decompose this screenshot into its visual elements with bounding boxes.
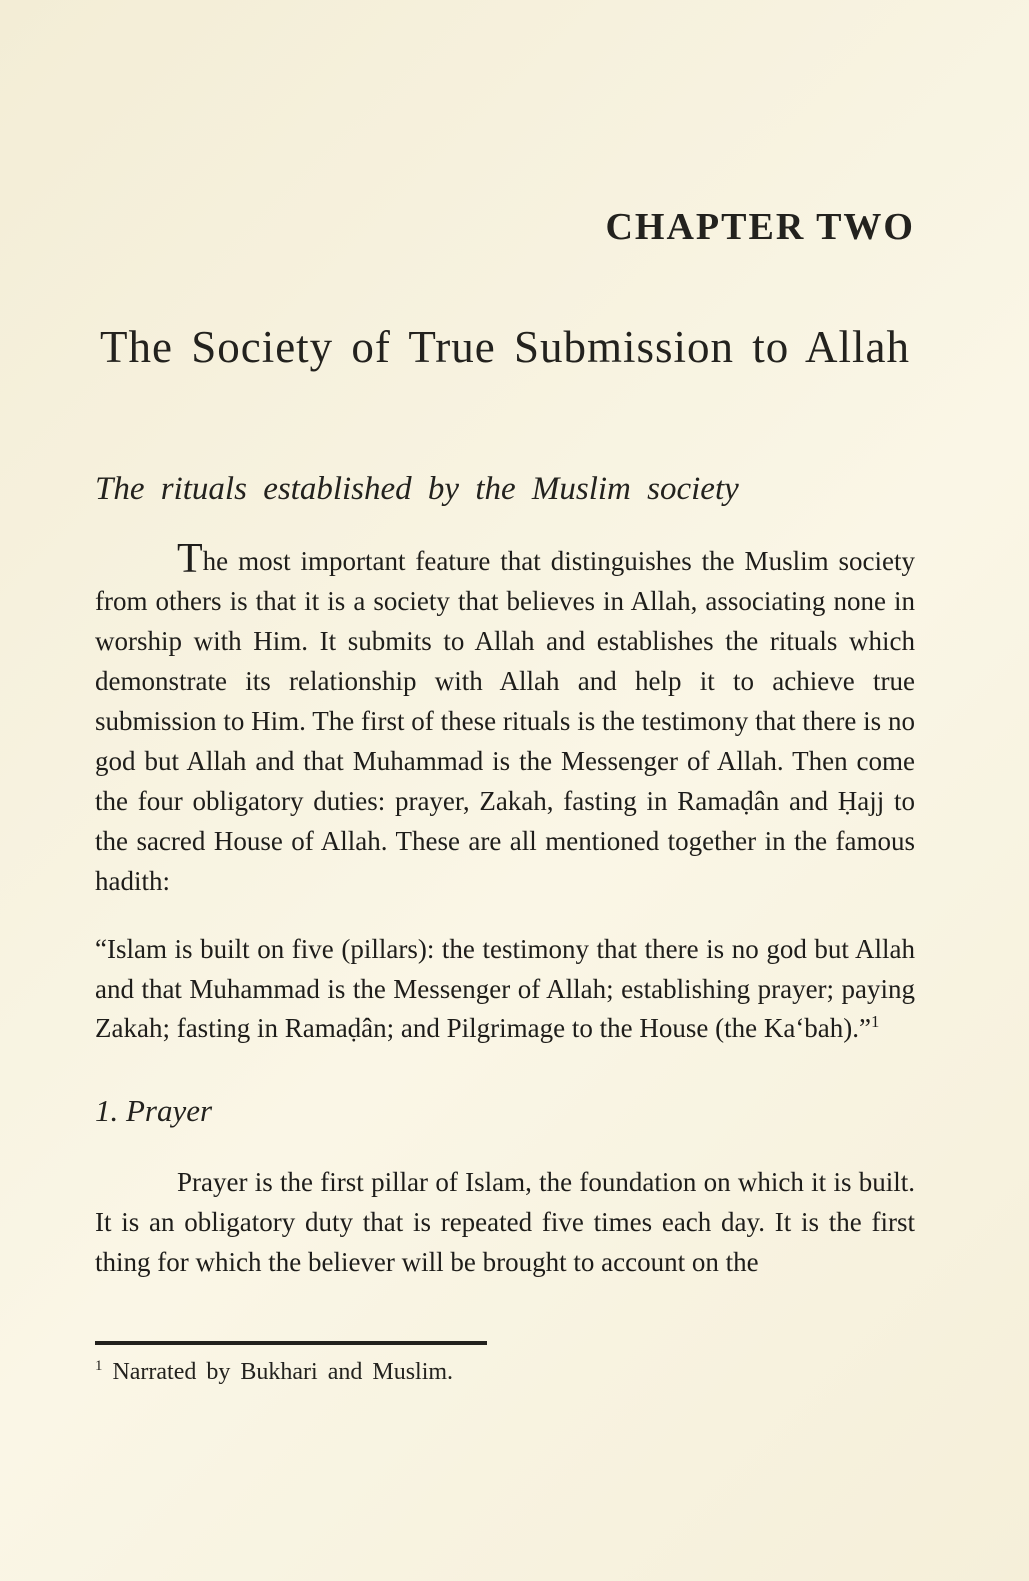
drop-cap: T xyxy=(177,536,203,582)
footnote xyxy=(95,1359,915,1386)
footnote-reference: 1 xyxy=(871,1012,880,1032)
footnote-text: Narrated by Bukhari and Muslim. xyxy=(102,1359,454,1386)
footnote-divider xyxy=(95,1341,487,1345)
subheading-prayer: 1. Prayer xyxy=(95,1093,213,1129)
page-title: The Society of True Submission to Allah xyxy=(99,322,911,372)
footnote-marker: 1 xyxy=(95,1358,103,1375)
body-paragraph-1-text: he most important feature that distinguishes the Muslim society from others is that it is a society that believes in Allah, associating none in worship with Him. It submits to Allah and establishes the rituals which demonstrate its relationship with Allah and help it to achieve true submission to Him. The first of these rituals is the testimony that there is no god but Allah and that Muhammad is the Messenger of Allah. Then come the four obligatory duties: prayer, Zakah, fasting in Ramaḍân and Ḥajj to the sacred House of Allah. These are all mentioned together in the famous hadith: xyxy=(95,546,915,896)
chapter-label: CHAPTER TWO xyxy=(605,206,915,248)
section-heading: The rituals established by the Muslim society xyxy=(95,471,739,507)
body-paragraph-1 xyxy=(95,536,915,902)
hadith-quote-text: “Islam is built on five (pillars): the testimony that there is no god but Allah and that Muhammad is the Messenger of Allah; establishing prayer; paying Zakah; fasting in Ramaḍân; and Pilgrimage to the House (the Ka‘bah).” xyxy=(95,933,915,1044)
body-paragraph-2: Prayer is the first pillar of Islam, the foundation on which it is built. It is an obligatory duty that is repeated five times each day. It is the first thing for which the believer will be brought to account on the xyxy=(95,1167,915,1278)
hadith-quote xyxy=(95,930,915,1050)
